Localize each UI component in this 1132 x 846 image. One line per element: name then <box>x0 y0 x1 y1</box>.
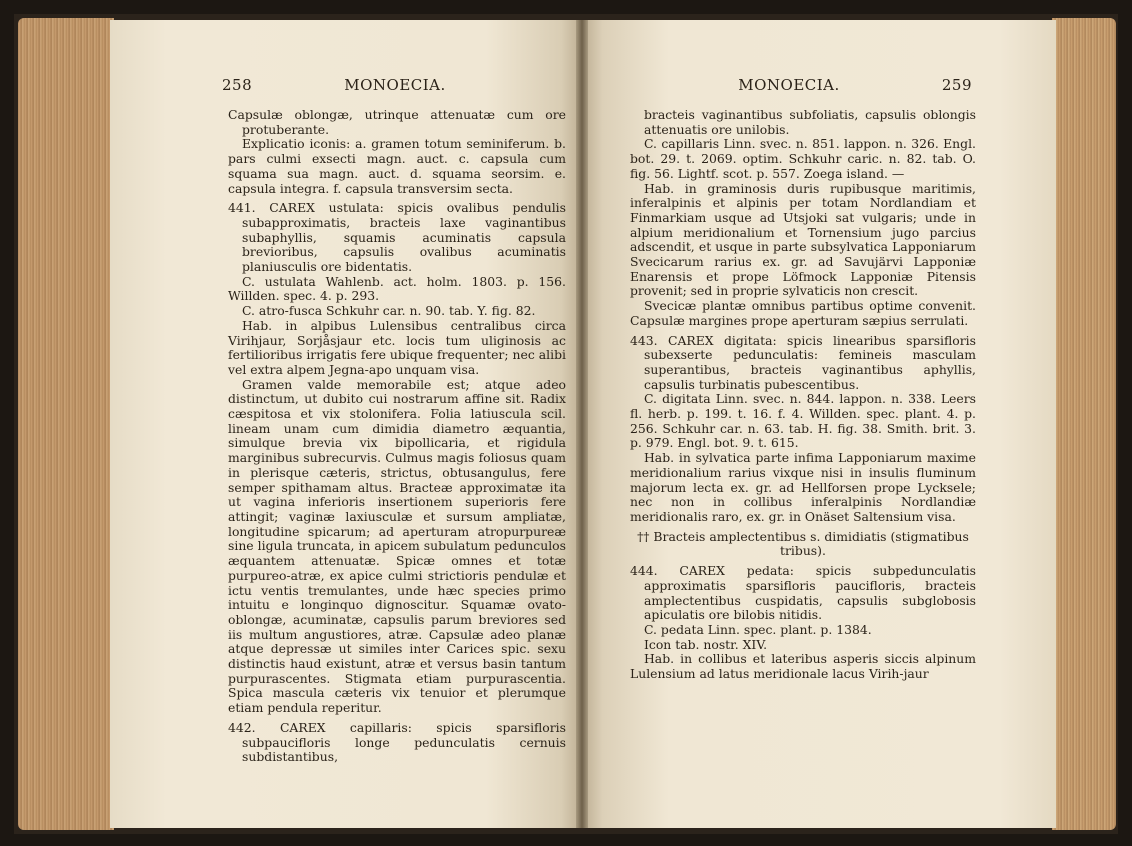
paragraph: †† Bracteis amplectentibus s. dimidiatis (stigmatibus tribus). <box>637 528 969 559</box>
left-page-header <box>110 76 580 98</box>
paragraph: C. digitata Linn. svec. n. 844. lappon. n. 338. Leers fl. herb. p. 199. t. 16. f. 4. Willden. spec. plant. 4. p. 256. Schkuhr car. n. 63. tab. H. fig. 38. Smith. brit. 3. p. 979. Engl. bot. 9. t. 615. <box>630 391 976 451</box>
left-page-text <box>228 108 566 765</box>
right-page-edges <box>1052 18 1116 830</box>
right-page <box>584 20 1056 828</box>
paragraph: 444. CAREX pedata: spicis subpedunculatis approximatis sparsifloris paucifloris, bracteis amplectentibus cuspidatis, capsulis subglobosis apiculatis ore bilobis nitidis. <box>630 563 976 623</box>
left-page-number: 258 <box>222 76 253 94</box>
paragraph: Hab. in sylvatica parte infima Lapponiarum maxime meridionalium rarius vixque nisi in insulis fluminum majorum lecta ex. gr. ad Hellforsen prope Lycksele; nec non in collibus inferalpinis Nordlandiæ meridionalis raro, ex. gr. in Onäset Saltensium visa. <box>630 450 976 524</box>
right-page-number: 259 <box>941 76 972 94</box>
paragraph: C. atro-fusca Schkuhr car. n. 90. tab. Y. fig. 82. <box>242 303 536 319</box>
paragraph: bracteis vaginantibus subfoliatis, capsulis oblongis attenuatis ore unilobis. <box>644 107 976 137</box>
book-gutter <box>576 20 588 828</box>
paragraph: Icon tab. nostr. XIV. <box>644 636 768 652</box>
left-page-edges <box>18 18 114 830</box>
paragraph: Hab. in graminosis duris rupibusque maritimis, inferalpinis et alpinis per totam Nordlandiam et Finmarkiam usque ad Utsjoki sat vulgaris; unde in alpium meridionalium et Tornensium jugo parcius adscendit, et usque in parte subsylvatica Lapponiarum Svecicarum rarius ex. gr. ad Savujärvi Lapponiæ Enarensis et prope Löfmock Lapponiæ Pitensis provenit; sed in proprie sylvaticis non crescit. <box>630 180 976 299</box>
right-page-text <box>630 108 976 682</box>
left-running-head: MONOECIA. <box>344 76 446 94</box>
right-running-head: MONOECIA. <box>738 76 840 94</box>
paragraph: C. pedata Linn. spec. plant. p. 1384. <box>644 621 872 637</box>
paragraph: 442. CAREX capillaris: spicis sparsifloris subpaucifloris longe pedunculatis cernuis subdistantibus, <box>228 719 566 765</box>
paragraph: Explicatio iconis: a. gramen totum seminiferum. b. pars culmi exsecti magn. auct. c. capsula cum squama sua magn. auct. d. squama seorsim. e. capsula integra. f. capsula transversim secta. <box>228 136 566 196</box>
paragraph: Gramen valde memorabile est; atque adeo distinctum, ut dubito cui nostrarum affine sit. Radix cæspitosa et vix stolonifera. Folia latiuscula scil. lineam unam cum dimidia diametro æquantia, simulque brevia vix bipollicaria, et rigidula marginibus subrecurvis. Culmus magis foliosus quam in plerisque cæteris, strictus, obtusangulus, fere semper spithamam altus. Bracteæ approximatæ ita ut vagina inferioris insertionem superioris fere attingit; vaginæ laxiusculæ et sursum ampliatæ, longitudine spicarum; ad aperturam atropurpureæ sine ligula truncata, in apicem subulatum pedunculos æquantem attenuatæ. Spicæ omnes et totæ purpureo-atræ, ex apice culmi strictioris pendulæ et ictu ventis tremulantes, unde hæc species primo intuitu e longinquo dignoscitur. Squamæ ovato-oblongæ, acuminatæ, capsulis parum breviores sed iis multum angustiores, atræ. Capsulæ adeo planæ atque depressæ ut similes inter Carices spic. sexu distinctis haud existunt, atræ et versus basin tantum purpurascentes. Stigmata etiam purpurascentia. Spica mascula cæteris vix tenuior et plerumque etiam pendula reperitur. <box>228 376 566 716</box>
paragraph: Svecicæ plantæ omnibus partibus optime convenit. Capsulæ margines prope aperturam sæpius serrulati. <box>630 298 976 328</box>
right-page-header <box>584 76 1056 98</box>
paragraph: Capsulæ oblongæ, utrinque attenuatæ cum ore protuberante. <box>228 107 566 137</box>
paragraph: Hab. in collibus et lateribus asperis siccis alpinum Lulensium ad latus meridionale lacus Virih-jaur <box>630 651 976 682</box>
paragraph: C. ustulata Wahlenb. act. holm. 1803. p. 156. Willden. spec. 4. p. 293. <box>228 273 566 304</box>
paragraph: Hab. in alpibus Lulensibus centralibus circa Virihjaur, Sorjåsjaur etc. locis tum uliginosis ac fertilioribus irrigatis fere ubique frequenter; nec alibi vel extra alpem Jegna-apo unquam visa. <box>228 317 566 377</box>
paragraph: 441. CAREX ustulata: spicis ovalibus pendulis subapproximatis, bracteis laxe vaginantibus subaphyllis, squamis acuminatis capsula brevioribus, capsulis ovalibus acuminatis planiusculis ore bidentatis. <box>228 200 566 275</box>
paragraph: 443. CAREX digitata: spicis linearibus sparsifloris subexserte pedunculatis: femineis masculam superantibus, bracteis vaginantibus aphyllis, capsulis turbinatis pubescentibus. <box>630 332 976 392</box>
left-page <box>110 20 580 828</box>
paragraph: C. capillaris Linn. svec. n. 851. lappon. n. 326. Engl. bot. 29. t. 2069. optim. Schkuhr caric. n. 82. tab. O. fig. 56. Lightf. scot. p. 557. Zoega island. — <box>630 136 976 181</box>
